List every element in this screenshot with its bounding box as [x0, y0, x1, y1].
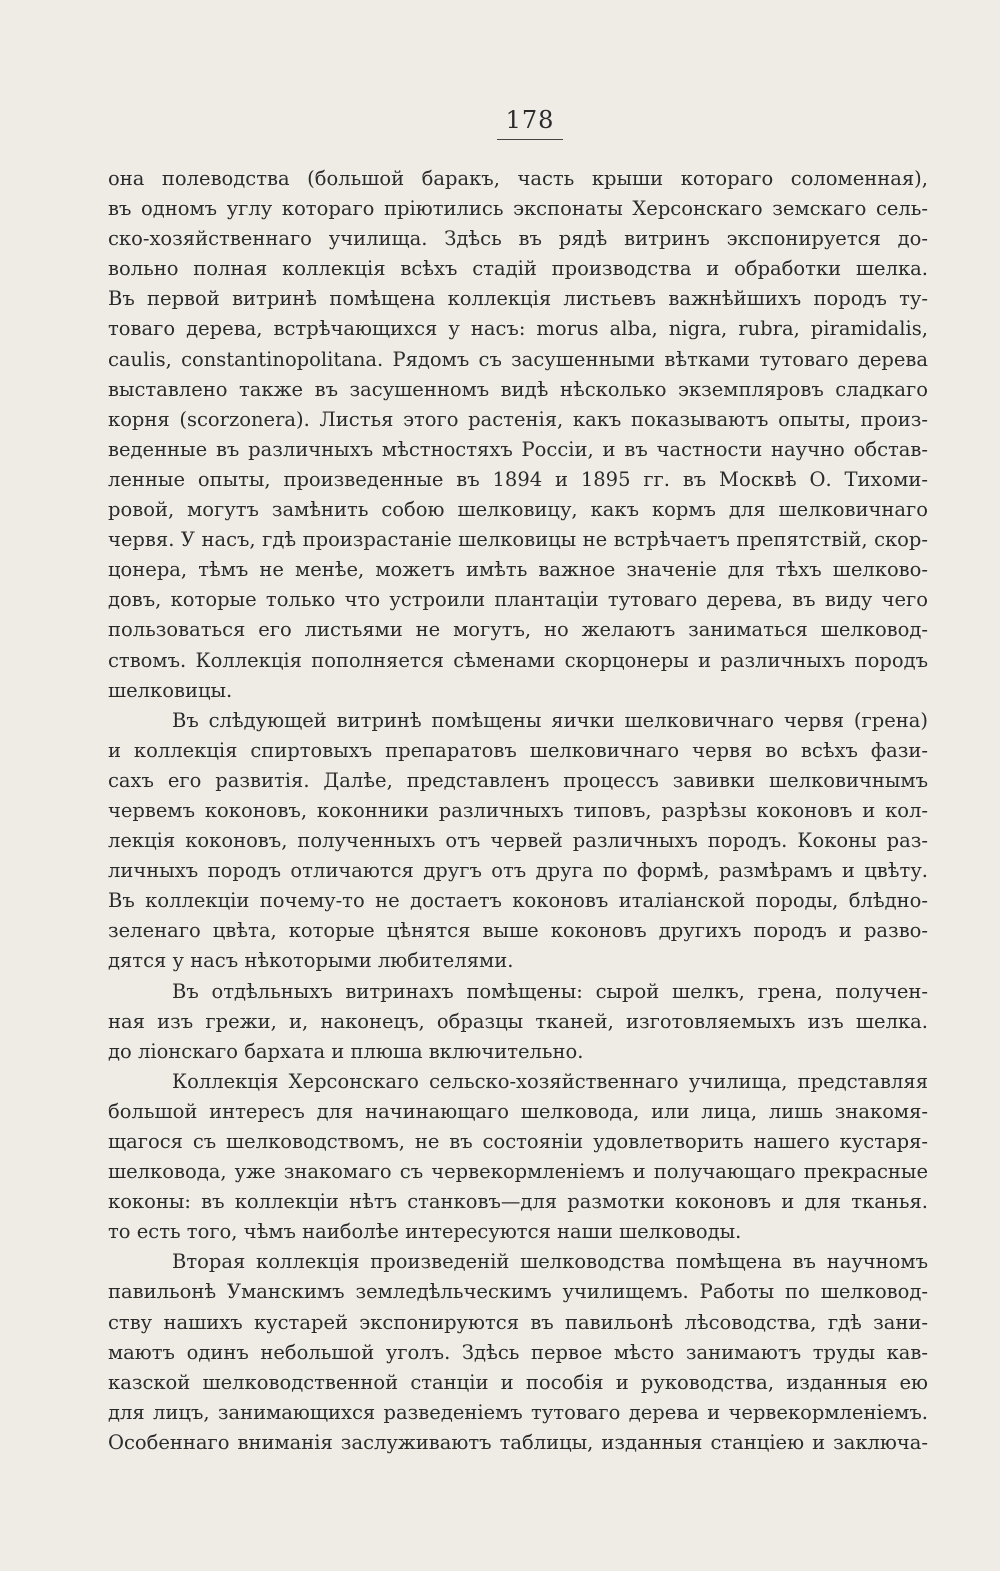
body-text: [108, 164, 928, 1458]
text-line: Въ коллекціи почему-то не достаетъ коконовъ италіанской породы, блѣдно-: [108, 889, 928, 913]
text-line: ствомъ. Коллекція пополняется сѣменами скорцонеры и различныхъ породъ: [108, 648, 928, 672]
text-line: до ліонскаго бархата и плюша включительно.: [108, 1039, 584, 1063]
text-line: Особеннаго вниманія заслуживаютъ таблицы, изданныя станціею и заключа-: [108, 1430, 928, 1454]
page-number: 178: [505, 106, 555, 134]
text-line: большой интересъ для начинающаго шелковода, или лица, лишь знакомя-: [108, 1099, 928, 1123]
text-line: выставлено также въ засушенномъ видѣ нѣсколько экземпляровъ сладкаго: [108, 377, 928, 401]
text-line: лекція коконовъ, полученныхъ отъ червей различныхъ породъ. Коконы раз-: [108, 829, 928, 853]
text-line: маютъ одинъ небольшой уголъ. Здѣсь первое мѣсто занимаютъ труды кав-: [108, 1340, 928, 1364]
text-line: ленные опыты, произведенные въ 1894 и 1895 гг. въ Москвѣ О. Тихоми-: [108, 467, 928, 491]
text-line: червемъ коконовъ, коконники различныхъ типовъ, разрѣзы коконовъ и кол-: [108, 798, 928, 822]
text-line: товаго дерева, встрѣчающихся у насъ: morus alba, nigra, rubra, piramidalis,: [108, 317, 928, 341]
text-line: щагося съ шелководствомъ, не въ состояніи удовлетворить нашего кустаря-: [108, 1130, 928, 1153]
text-line: ровой, могутъ замѣнить собою шелковицу, какъ кормъ для шелковичнаго: [108, 498, 928, 522]
text-line: въ одномъ углу котораго пріютились экспонаты Херсонскаго земскаго сель-: [108, 197, 928, 221]
text-line: довъ, которые только что устроили плантаціи тутоваго дерева, въ виду чего: [108, 588, 928, 612]
text-line: Коллекція Херсонскаго сельско-хозяйственнаго училища, представляя: [172, 1069, 928, 1093]
text-line: личныхъ породъ отличаются другъ отъ друга по формѣ, размѣрамъ и цвѣту.: [108, 859, 928, 883]
text-line: Въ первой витринѣ помѣщена коллекція листьевъ важнѣйшихъ породъ ту-: [108, 287, 928, 311]
text-line: корня (scorzonera). Листья этого растенія, какъ показываютъ опыты, произ-: [108, 407, 928, 431]
paragraph: [108, 977, 928, 1067]
text-line: ско-хозяйственнаго училища. Здѣсь въ рядѣ витринъ экспонируется до-: [108, 227, 928, 251]
text-line: Вторая коллекція произведеній шелководства помѣщена въ научномъ: [172, 1250, 928, 1274]
text-line: веденные въ различныхъ мѣстностяхъ Россіи, и въ частности научно обстав-: [108, 437, 928, 461]
text-line: то есть того, чѣмъ наиболѣе интересуются наши шелководы.: [108, 1220, 742, 1244]
text-line: цонера, тѣмъ не менѣе, можетъ имѣть важное значеніе для тѣхъ шелково-: [108, 558, 928, 582]
text-line: ная изъ грежи, и, наконецъ, образцы тканей, изготовляемыхъ изъ шелка.: [108, 1009, 928, 1033]
text-line: шелковицы.: [108, 678, 233, 702]
text-line: червя. У насъ, гдѣ произрастаніе шелковицы не встрѣчаетъ препятствій, скор-: [108, 528, 928, 552]
paragraph: [108, 1247, 928, 1458]
text-line: сахъ его развитія. Далѣе, представленъ процессъ завивки шелковичнымъ: [108, 768, 928, 792]
text-line: вольно полная коллекція всѣхъ стадій производства и обработки шелка.: [108, 257, 928, 281]
text-line: казской шелководственной станціи и пособія и руководства, изданныя ею: [108, 1370, 928, 1394]
paragraph: [108, 706, 928, 977]
text-line: пользоваться его листьями не могутъ, но желаютъ заниматься шелковод-: [108, 618, 928, 642]
text-line: ству нашихъ кустарей экспонируются въ павильонѣ лѣсоводства, гдѣ зани-: [108, 1310, 928, 1334]
paragraph: [108, 164, 928, 706]
text-line: и коллекція спиртовыхъ препаратовъ шелковичнаго червя во всѣхъ фази-: [108, 738, 928, 762]
text-line: Въ отдѣльныхъ витринахъ помѣщены: сырой шелкъ, грена, получен-: [172, 979, 928, 1003]
text-line: коконы: въ коллекціи нѣтъ станковъ—для размотки коконовъ и для тканья.: [108, 1190, 928, 1214]
text-line: она полеводства (большой баракъ, часть крыши котораго соломенная),: [108, 167, 928, 190]
text-line: шелковода, уже знакомаго съ червекормленіемъ и получающаго прекрасные: [108, 1160, 928, 1184]
text-line: зеленаго цвѣта, которые цѣнятся выше коконовъ другихъ породъ и разво-: [108, 919, 928, 943]
text-line: дятся у насъ нѣкоторыми любителями.: [108, 949, 514, 973]
page-number-rule: [497, 139, 563, 140]
text-line: Въ слѣдующей витринѣ помѣщены яички шелковичнаго червя (грена): [172, 708, 928, 732]
paragraph: [108, 1067, 928, 1248]
text-line: для лицъ, занимающихся разведеніемъ тутоваго дерева и червекормленіемъ.: [108, 1400, 928, 1424]
text-line: caulis, constantinopolitana. Рядомъ съ засушенными вѣтками тутоваго дерева: [108, 347, 928, 371]
text-line: павильонѣ Уманскимъ земледѣльческимъ училищемъ. Работы по шелковод-: [108, 1280, 928, 1304]
